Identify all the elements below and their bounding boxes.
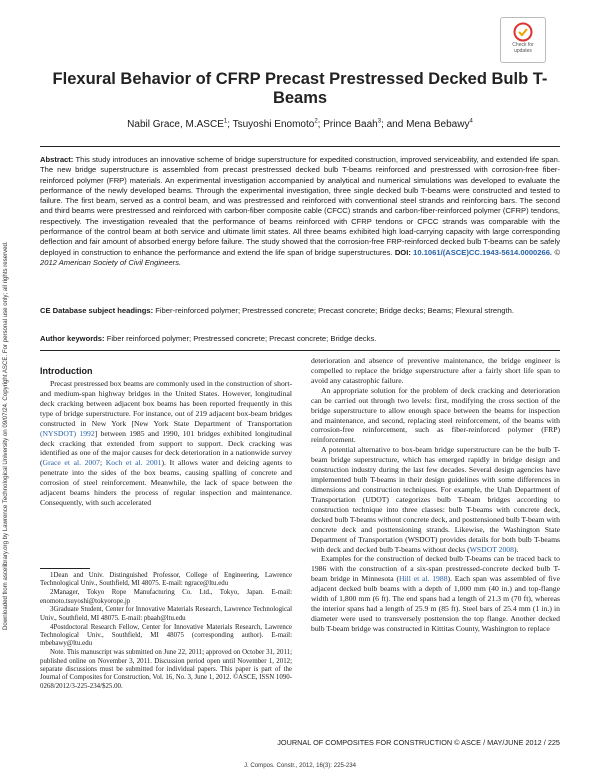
- paragraph: Examples for the construction of decked bulb T-beams can be traced back to 1986 with the construction of a six-span prestressed-concrete decked bulb T-beam bridge in Minnesota (Hill et al. 1988). Each span was assembled of five adjacent decked bulb beams with a depth of 1,000 mm (40 in.) and top-flange width of 1,800 mm (6 ft). The end spans had a length of 21.3 m (70 ft), whereas the interior spans had a length of 25.9 m (85 ft). Steel bars of 25.4 mm (1 in.) in diameter were used to transversely posttension the top flange. Another decked bulb T-beam bridge was constructed in Kittitas County, Washington to replace: [311, 554, 561, 633]
- citation-line: J. Compos. Constr., 2012, 16(3): 225-234: [243, 762, 357, 769]
- footnote-rule: [40, 568, 90, 569]
- author-keywords-text: Fiber reinforced polymer; Prestressed concrete; Precast concrete; Bridge decks.: [106, 334, 377, 343]
- ce-text: Fiber-reinforced polymer; Prestressed concrete; Precast concrete; Bridge decks; Beams; Flexural strength.: [155, 306, 514, 315]
- citation-link[interactable]: Hill et al. 1988: [399, 574, 448, 584]
- section-heading: Introduction: [40, 366, 93, 376]
- check-for-updates-badge[interactable]: [500, 17, 546, 63]
- footnote: 3Graduate Student, Center for Innovative Materials Research, Lawrence Technological Univ., Southfield, MI 48075. E-mail: pbaah@ltu.edu: [40, 606, 292, 622]
- copyright: © 2012 American Society of Civil Engineers.: [40, 247, 560, 267]
- intro-left-column: [40, 379, 292, 508]
- download-notice: [2, 160, 14, 630]
- abstract-body: This study introduces an innovative scheme of bridge superstructure for expedited construction, improved serviceability, and extended life span. The new bridge superstructure is assembled from precast prestressed decked bulb T-beams reinforced and prestressed with corrosion-free fiber-reinforced polymer (FRP) materials. An experimental investigation accompanied by analytical and numerical simulations was developed to evaluate the performance of the newly developed beams. Through the experimental investigation, three single decked bulb T-beams were constructed and tested to failure. The first beam, served as a control beam, and was prestressed and reinforced with conventional steel strands and reinforcing bars. The second and third beams were prestressed and reinforced with carbon-fiber composite cable (CFCC) strands and carbon-fiber-reinforced polymer (CFRP) tendons, respectively. The investigation revealed that the performance of beams reinforced with CFRP tendons or CFCC strands was comparable with the performance of the control beam at both service and ultimate limit states. All three beams exhibited high load-carrying capacity with large corresponding deflection and fair amount of absorbed energy before failure. The study showed that the corrosion-free FRP-reinforced decked bulb T-beams can be safely deployed in construction to enhance the performance and extend the life span of bridge superstructures.: [40, 155, 560, 257]
- author: Tsuyoshi Enomoto$^2$;: [232, 119, 324, 131]
- paragraph: deterioration and absence of preventive maintenance, the bridge engineer is compelled to replace the bridge superstructure after a fairly short life span to avoid any catastrophic failure.: [311, 356, 560, 385]
- paragraph: Precast prestressed box beams are commonly used in the construction of short- and medium-span highway bridges in the United States. However, longitudinal deck cracking between adjacent box beams has been reported frequently in this type of bridge superstructure. For instance, out of 219 adjacent box-beam bridges constructed in New York [New York State Department of Transportation (NYSDOT) 1992] between 1985 and 1990, 101 bridges exhibited longitudinal deck cracking that extended from support to support. Deck cracking was identified as one of the major causes for deck deterioration in a nationwide survey (Grace et al. 2007; Koch et al. 2001). It allows water and deicing agents to penetrate into the sides of the box beams, causing spalling of concrete and corrosion of steel reinforcement. Meanwhile, the lack of space between the adjacent beams hinders the process of regular inspection and maintenance. Consequently, with such accelerated: [40, 379, 293, 508]
- doi-label: DOI:: [394, 247, 411, 257]
- author: Nabil Grace, M.ASCE$^1$;: [127, 119, 233, 131]
- ce-subject-headings: [40, 306, 560, 316]
- author-keywords: [40, 334, 560, 344]
- paragraph: A potential alternative to box-beam bridge superstructure can be the bulb T-beam bridge superstructure, which has emerged rapidly in bridge design and construction industry during the last few decades. Several design agencies have implemented bulb T-beams in their design guidelines with some differences in dimensions and construction techniques. For example, the Utah Department of Transportation (UDOT) categorizes bulb T-beam bridges according to construction technique into three classes: bulb T-beams with concrete deck, decked bulb T-beams without concrete deck, and posttensioned bulb T-beam with concrete deck and posttensioning strands. Likewise, the Washington State Department of Transportation (WSDOT) provides details for both bulb T-beams with deck and decked bulb T-beams without decks (WSDOT 2008).: [311, 445, 560, 554]
- footnote: 4Postdoctoral Research Fellow, Center for Innovative Materials Research, Lawrence Technological Univ., Southfield, MI 48075 (corresponding author). E-mail: mbebawy@ltu.edu: [40, 623, 292, 648]
- manuscript-note: Note. This manuscript was submitted on June 22, 2011; approved on October 31, 2011; published online on November 3, 2011. Discussion period open until November 1, 2012; separate discussions must be submitted for individual papers. This paper is part of the Journal of Composites for Construction, Vol. 16, No. 3, June 1, 2012. ©ASCE, ISSN 1090-0268/2012/3-225-234/$25.00.: [40, 649, 292, 690]
- divider-bottom: [40, 350, 560, 351]
- citation-link[interactable]: (NYSDOT) 1992: [40, 428, 95, 438]
- intro-right-column: [311, 356, 560, 634]
- abstract: [40, 155, 560, 268]
- citation-link[interactable]: Koch et al. 2001: [105, 458, 162, 468]
- author-keywords-label: Author keywords:: [40, 334, 105, 343]
- footnote: 1Dean and Univ. Distinguished Professor, College of Engineering, Lawrence Technological Univ., Southfield, MI 48075. E-mail: ngrace@ltu.edu: [40, 572, 292, 588]
- paragraph: An appropriate solution for the problem of deck cracking and deterioration can be carried out through two levels: first, modifying the cross section of the bridge superstructure to allow enough space between the beams for inspection and maintenance, and second, replacing steel reinforcement, of the beams with corrosion-free reinforcement, such as fiber-reinforced polymer (FRP) reinforcement.: [311, 385, 560, 445]
- footnotes: [40, 572, 292, 692]
- author: Prince Baah$^3$; and: [323, 119, 407, 131]
- doi-link[interactable]: 10.1061/(ASCE)CC.1943-5614.0000266.: [413, 247, 553, 257]
- badge-line1: Check for: [512, 42, 534, 48]
- citation-link[interactable]: WSDOT 2008: [469, 544, 514, 554]
- author-list: [40, 119, 560, 130]
- running-footer: JOURNAL OF COMPOSITES FOR CONSTRUCTION © ASCE / MAY/JUNE 2012 / 225: [277, 738, 560, 747]
- badge-line2: updates: [514, 47, 532, 54]
- check-for-updates-icon: [513, 22, 533, 42]
- abstract-label: Abstract:: [40, 155, 74, 164]
- divider-top: [40, 146, 560, 147]
- ce-label: CE Database subject headings:: [40, 306, 154, 315]
- author: Mena Bebawy$^4$: [406, 119, 473, 131]
- download-notice-text: Downloaded from ascelibrary.org by Lawrence Technological University on 09/07/24. Copyright ASCE. For personal use only; all rights reserved.: [2, 241, 9, 630]
- footnote: 2Manager, Tokyo Rope Manufacturing Co. Ltd., Tokyo, Japan. E-mail: enomoto.tsuyoshi@tokyorope.jp: [40, 589, 292, 605]
- page-title: Flexural Behavior of CFRP Precast Prestressed Decked Bulb T-Beams: [52, 70, 548, 107]
- citation-link[interactable]: Grace et al. 2007: [42, 458, 100, 468]
